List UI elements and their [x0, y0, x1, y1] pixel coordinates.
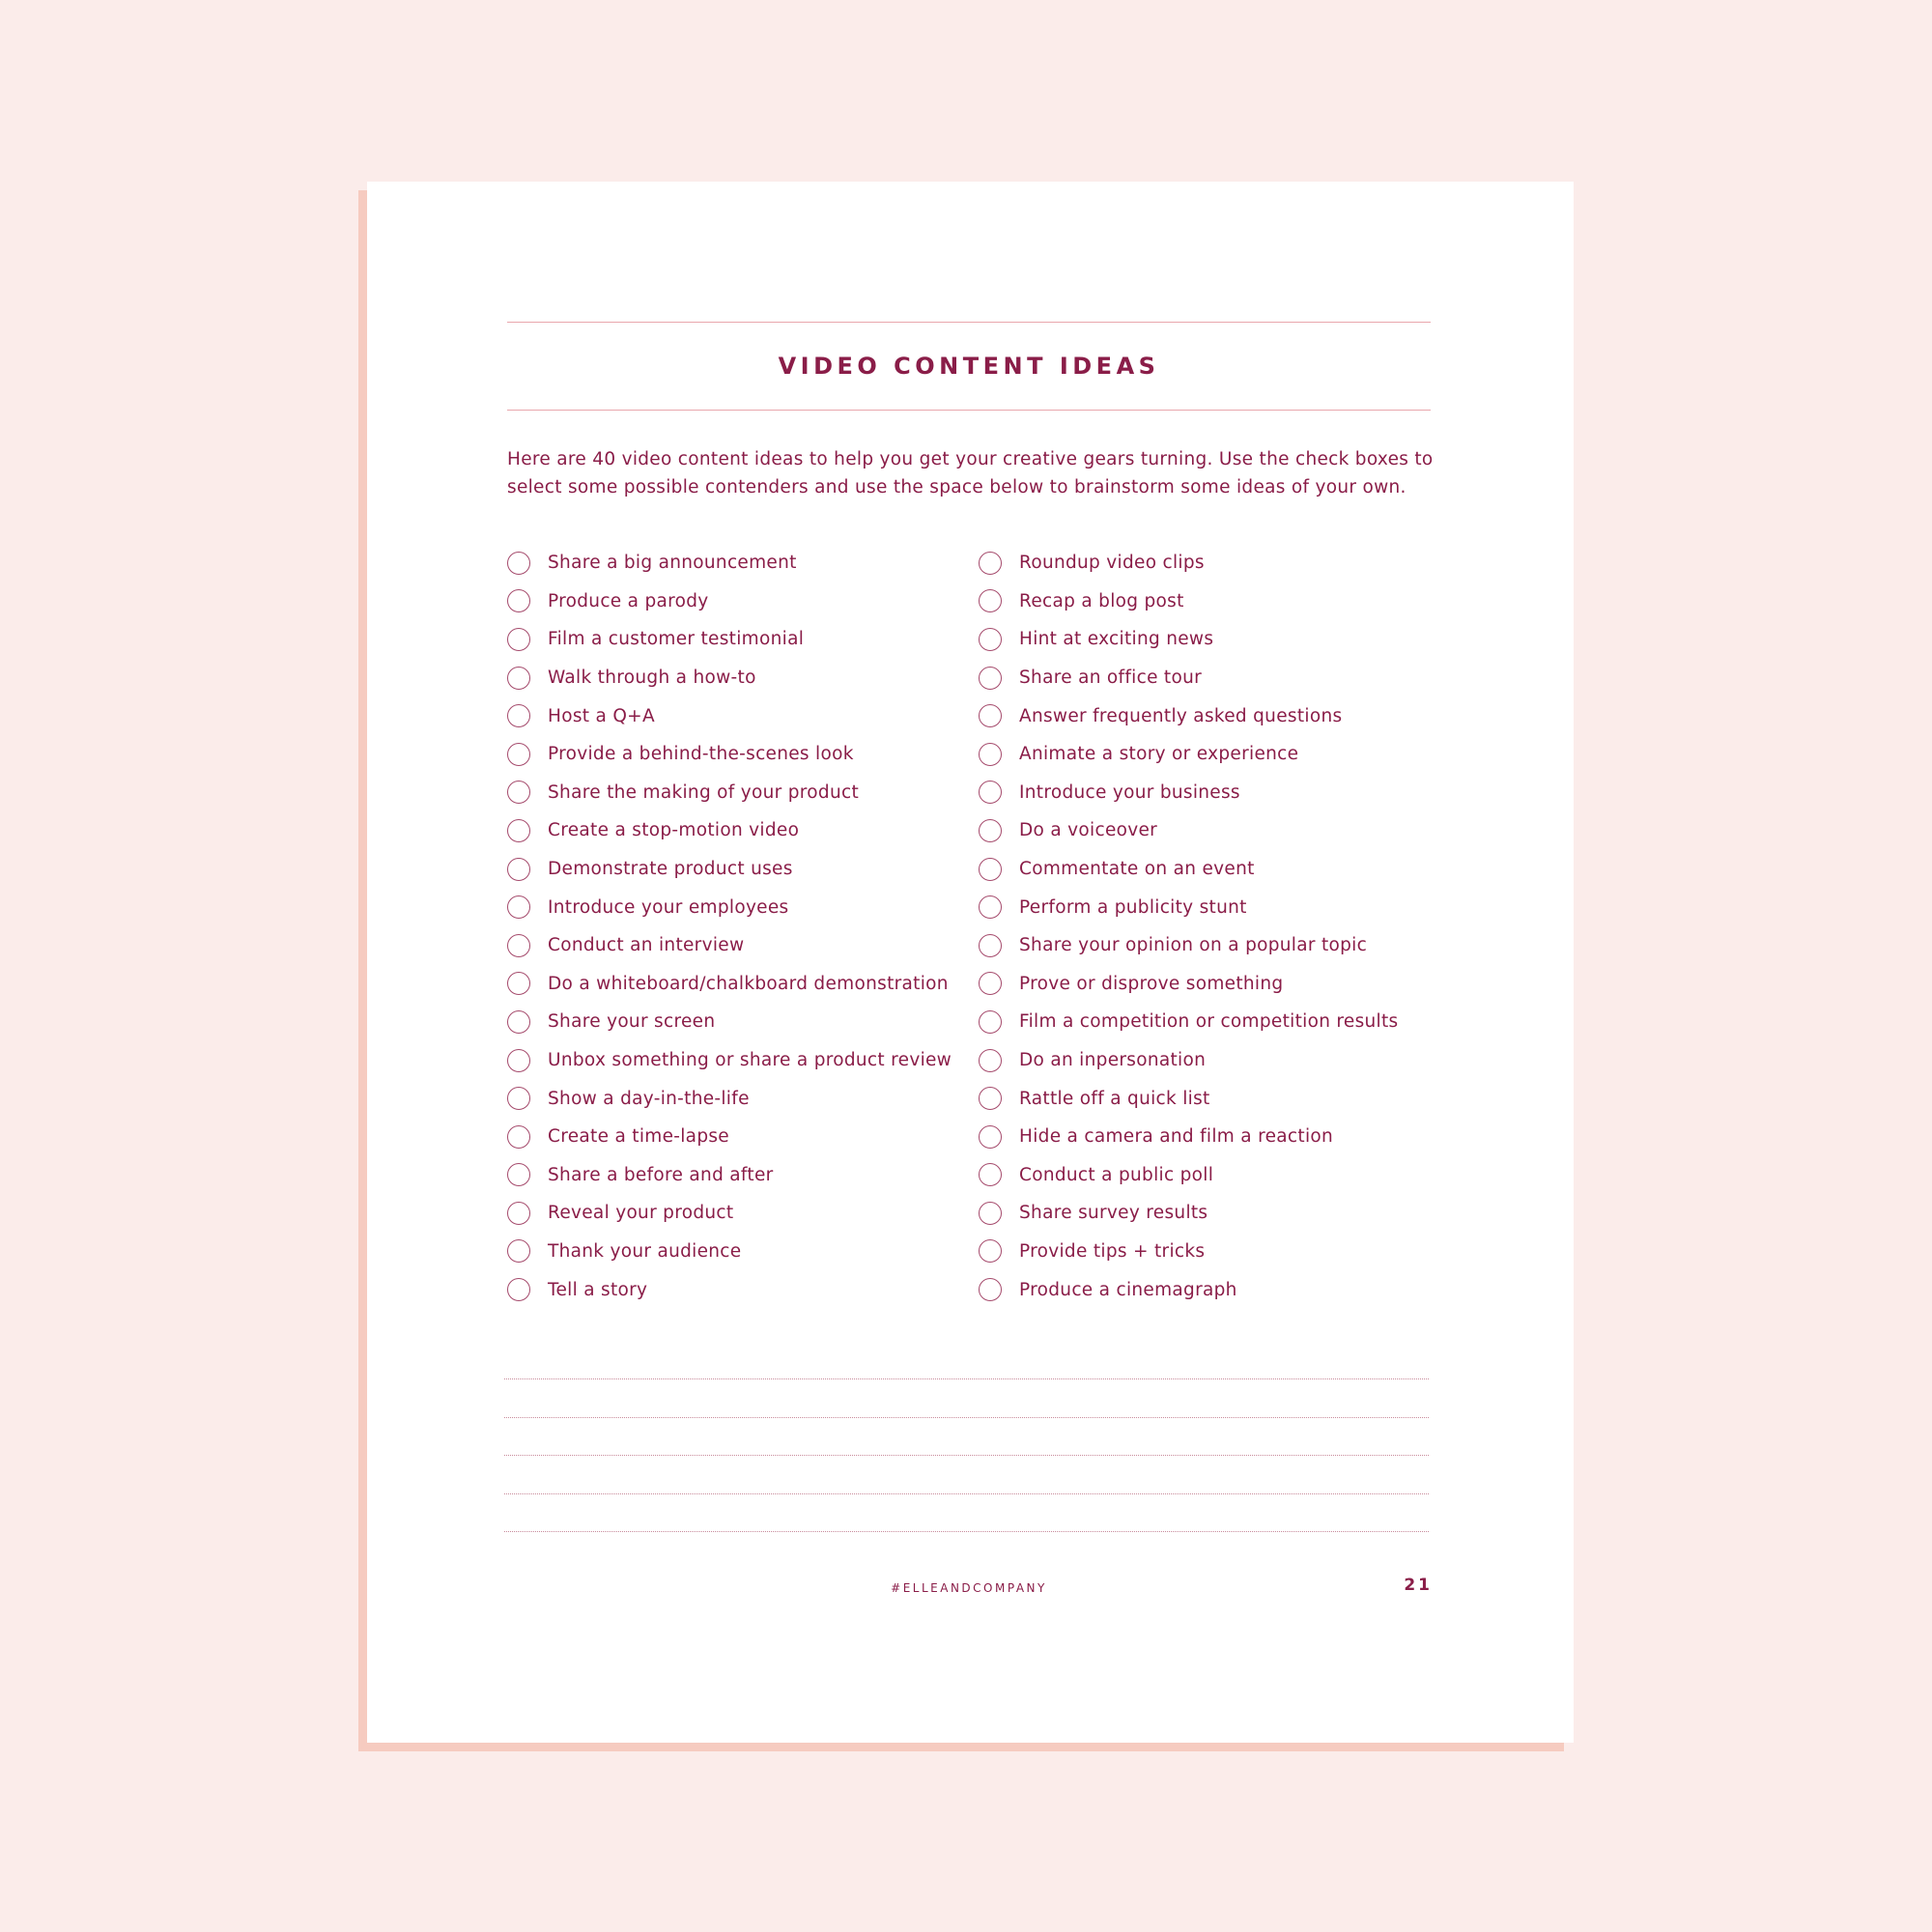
checklist-item[interactable] [979, 888, 1462, 926]
checklist-item-label: Show a day-in-the-life [548, 1088, 750, 1109]
checklist-item[interactable] [507, 811, 971, 850]
checkbox-circle-icon[interactable] [979, 1010, 1002, 1034]
page-number: 21 [1404, 1576, 1433, 1595]
checklist-item[interactable] [507, 1270, 971, 1309]
checkbox-circle-icon[interactable] [979, 552, 1002, 575]
checkbox-circle-icon[interactable] [507, 972, 530, 995]
checklist-item-label: Tell a story [548, 1279, 648, 1300]
checkbox-circle-icon[interactable] [507, 1125, 530, 1149]
checklist-item[interactable] [507, 850, 971, 889]
checklist-item-label: Produce a parody [548, 590, 709, 611]
checklist-item[interactable] [507, 1118, 971, 1156]
checklist-item[interactable] [507, 888, 971, 926]
checklist-item-label: Hide a camera and film a reaction [1019, 1126, 1334, 1148]
checklist-item-label: Create a time-lapse [548, 1126, 729, 1148]
checklist-item[interactable] [979, 774, 1462, 812]
checklist-item[interactable] [507, 659, 971, 697]
checklist-item[interactable] [979, 582, 1462, 621]
checklist-item-label: Walk through a how-to [548, 668, 756, 689]
checklist-item-label: Film a customer testimonial [548, 629, 805, 650]
checklist-item-label: Commentate on an event [1019, 859, 1255, 880]
checkbox-circle-icon[interactable] [979, 972, 1002, 995]
footer-hashtag: #ELLEANDCOMPANY [891, 1581, 1047, 1595]
checklist-item[interactable] [507, 1079, 971, 1118]
checklist-item-label: Share an office tour [1019, 668, 1203, 689]
writing-line[interactable] [504, 1360, 1429, 1379]
writing-line[interactable] [504, 1418, 1429, 1457]
checklist-item[interactable] [507, 774, 971, 812]
checklist-item-label: Answer frequently asked questions [1019, 705, 1343, 726]
checklist-item[interactable] [979, 696, 1462, 735]
checkbox-circle-icon[interactable] [507, 589, 530, 612]
checklist-item[interactable] [507, 965, 971, 1004]
checkbox-circle-icon[interactable] [979, 667, 1002, 690]
checklist-item-label: Reveal your product [548, 1203, 734, 1224]
document-page [367, 182, 1574, 1743]
checklist-item[interactable] [507, 1156, 971, 1195]
checklist-item-label: Produce a cinemagraph [1019, 1279, 1237, 1300]
checkbox-circle-icon[interactable] [979, 704, 1002, 727]
checkbox-circle-icon[interactable] [507, 895, 530, 919]
checklist-item[interactable] [979, 659, 1462, 697]
checklist-item[interactable] [507, 926, 971, 965]
checkbox-circle-icon[interactable] [507, 1049, 530, 1072]
checklist-item-label: Demonstrate product uses [548, 859, 793, 880]
checklist-item-label: Conduct a public poll [1019, 1164, 1214, 1185]
checkbox-circle-icon[interactable] [507, 934, 530, 957]
checkbox-circle-icon[interactable] [507, 858, 530, 881]
title-rule-top [507, 322, 1431, 323]
checkbox-circle-icon[interactable] [979, 1163, 1002, 1186]
checkbox-circle-icon[interactable] [507, 1239, 530, 1263]
checklist-item[interactable] [979, 1233, 1462, 1271]
checklist-right-column [979, 544, 1462, 1309]
checklist-item-label: Host a Q+A [548, 705, 655, 726]
checkbox-circle-icon[interactable] [979, 858, 1002, 881]
checklist-item-label: Animate a story or experience [1019, 744, 1299, 765]
checklist-item-label: Film a competition or competition results [1019, 1011, 1399, 1033]
checkbox-circle-icon[interactable] [507, 1087, 530, 1110]
checklist-item[interactable] [979, 926, 1462, 965]
page-title: VIDEO CONTENT IDEAS [778, 353, 1160, 380]
checklist-item[interactable] [507, 735, 971, 774]
checklist-item-label: Thank your audience [548, 1240, 742, 1262]
checklist-left-column [507, 544, 971, 1309]
checklist-item[interactable] [507, 1003, 971, 1041]
checkbox-circle-icon[interactable] [979, 743, 1002, 766]
checkbox-circle-icon[interactable] [979, 1239, 1002, 1263]
checklist-item[interactable] [979, 544, 1462, 582]
checkbox-circle-icon[interactable] [979, 1125, 1002, 1149]
checklist-item[interactable] [507, 1041, 971, 1080]
checklist-item-label: Create a stop-motion video [548, 820, 800, 841]
checkbox-circle-icon[interactable] [507, 628, 530, 651]
checkbox-circle-icon[interactable] [507, 704, 530, 727]
checklist-item[interactable] [979, 850, 1462, 889]
checklist-item-label: Provide tips + tricks [1019, 1240, 1206, 1262]
title-rule-bottom [507, 410, 1431, 411]
checklist-item-label: Introduce your business [1019, 781, 1240, 803]
checkbox-circle-icon[interactable] [507, 819, 530, 842]
brainstorm-lines[interactable] [504, 1360, 1429, 1532]
checklist-item-label: Hint at exciting news [1019, 629, 1214, 650]
checkbox-circle-icon[interactable] [507, 552, 530, 575]
checklist-item[interactable] [507, 1233, 971, 1271]
writing-line[interactable] [504, 1456, 1429, 1494]
checklist-item[interactable] [507, 696, 971, 735]
checklist-item[interactable] [979, 1270, 1462, 1309]
checklist-item-label: Share your screen [548, 1011, 716, 1033]
checklist-item[interactable] [507, 544, 971, 582]
checkbox-circle-icon[interactable] [979, 934, 1002, 957]
checklist-item[interactable] [979, 1156, 1462, 1195]
checklist-item-label: Share your opinion on a popular topic [1019, 935, 1368, 956]
checklist-item[interactable] [979, 1041, 1462, 1080]
checklist-item[interactable] [979, 1003, 1462, 1041]
checklist-item[interactable] [979, 620, 1462, 659]
checklist-item-label: Share a big announcement [548, 553, 797, 574]
checklist-item[interactable] [507, 1194, 971, 1233]
checkbox-circle-icon[interactable] [979, 895, 1002, 919]
checkbox-circle-icon[interactable] [979, 1049, 1002, 1072]
checklist-item-label: Conduct an interview [548, 935, 745, 956]
checklist-item-label: Do an inpersonation [1019, 1050, 1207, 1071]
checklist-item-label: Do a voiceover [1019, 820, 1158, 841]
checklist-item-label: Share a before and after [548, 1164, 774, 1185]
checklist-item[interactable] [507, 582, 971, 621]
checklist-item-label: Recap a blog post [1019, 590, 1184, 611]
checklist-item[interactable] [979, 1079, 1462, 1118]
checklist-item-label: Perform a publicity stunt [1019, 896, 1247, 918]
checklist-item-label: Prove or disprove something [1019, 973, 1284, 994]
checkbox-circle-icon[interactable] [507, 1202, 530, 1225]
checkbox-circle-icon[interactable] [507, 743, 530, 766]
checkbox-circle-icon[interactable] [507, 781, 530, 804]
writing-line[interactable] [504, 1494, 1429, 1533]
checklist-item-label: Roundup video clips [1019, 553, 1205, 574]
checkbox-circle-icon[interactable] [979, 1087, 1002, 1110]
checklist-item[interactable] [979, 811, 1462, 850]
checklist-item-label: Share survey results [1019, 1203, 1208, 1224]
checklist-item-label: Provide a behind-the-scenes look [548, 744, 854, 765]
checkbox-circle-icon[interactable] [507, 1278, 530, 1301]
checklist-item-label: Do a whiteboard/chalkboard demonstration [548, 973, 949, 994]
checklist-item[interactable] [979, 1118, 1462, 1156]
intro-paragraph: Here are 40 video content ideas to help you get your creative gears turning. Use the check boxes to select some possible contenders and use the space below to brainstorm some ideas of your own. [507, 449, 1434, 497]
checkbox-circle-icon[interactable] [507, 1163, 530, 1186]
checklist-item[interactable] [979, 735, 1462, 774]
checklist-item-label: Share the making of your product [548, 781, 860, 803]
checkbox-circle-icon[interactable] [979, 1202, 1002, 1225]
checkbox-circle-icon[interactable] [979, 1278, 1002, 1301]
checklist-item-label: Unbox something or share a product review [548, 1050, 952, 1071]
checklist-item[interactable] [979, 965, 1462, 1004]
checkbox-circle-icon[interactable] [979, 628, 1002, 651]
checklist-item-label: Rattle off a quick list [1019, 1088, 1210, 1109]
checkbox-circle-icon[interactable] [507, 1010, 530, 1034]
checkbox-circle-icon[interactable] [979, 589, 1002, 612]
checkbox-circle-icon[interactable] [507, 667, 530, 690]
checkbox-circle-icon[interactable] [979, 781, 1002, 804]
checkbox-circle-icon[interactable] [979, 819, 1002, 842]
checklist-item[interactable] [979, 1194, 1462, 1233]
checklist-item-label: Introduce your employees [548, 896, 789, 918]
checklist-item[interactable] [507, 620, 971, 659]
writing-line[interactable] [504, 1379, 1429, 1418]
